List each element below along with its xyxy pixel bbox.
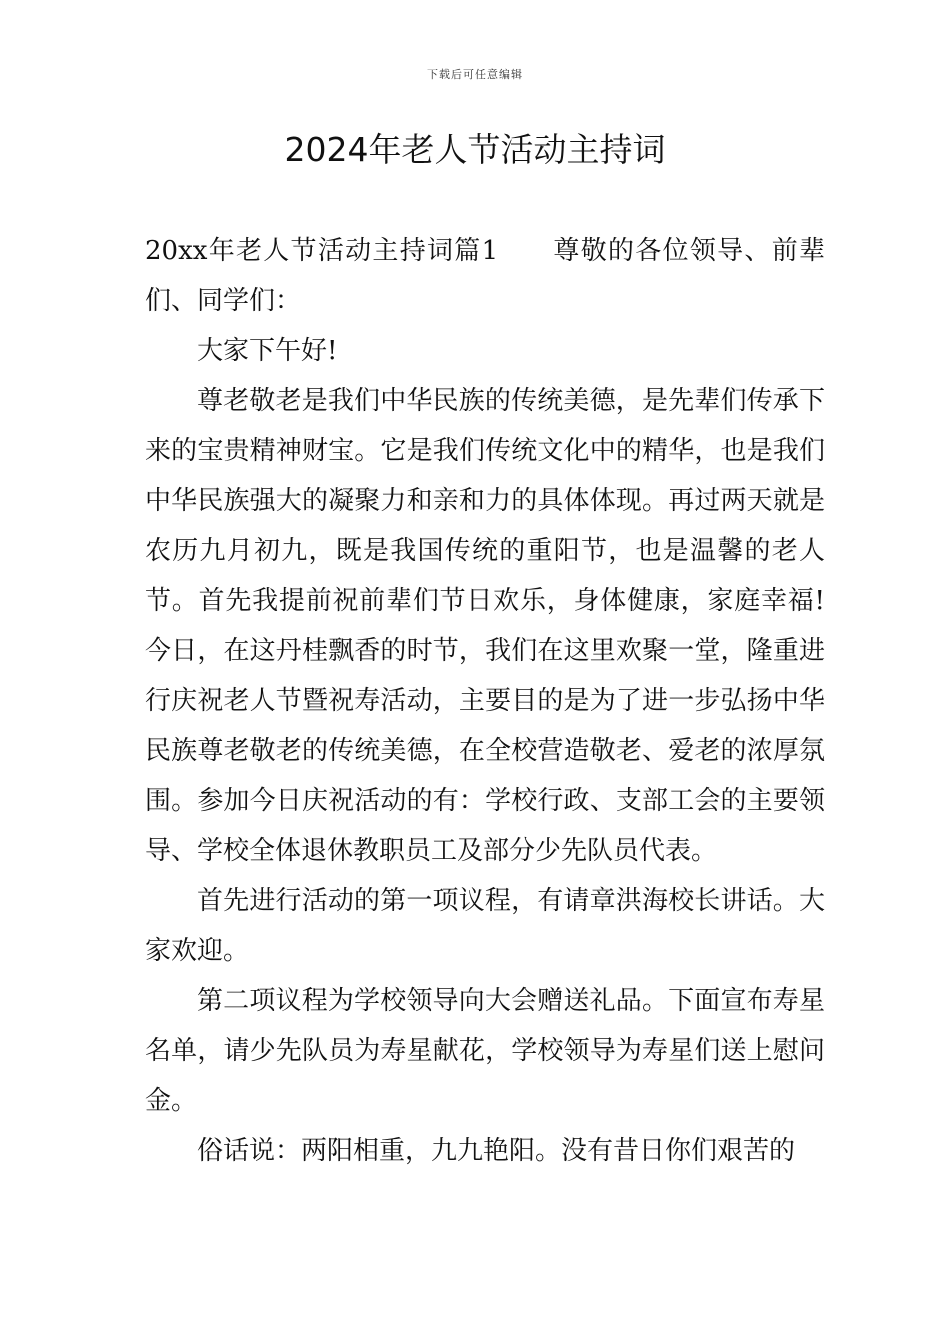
paragraph-intro: 尊老敬老是我们中华民族的传统美德，是先辈们传承下来的宝贵精神财宝。它是我们传统文化中的精华，也是我们中华民族强大的凝聚力和亲和力的具体体现。再过两天就是农历九月初九，既是我国传统的重阳节，也是温馨的老人节。首先我提前祝前辈们节日欢乐，身体健康，家庭幸福!今日，在这丹桂飘香的时节，我们在这里欢聚一堂，隆重进行庆祝老人节暨祝寿活动，主要目的是为了进一步弘扬中华民族尊老敬老的传统美德，在全校营造敬老、爱老的浓厚氛围。参加今日庆祝活动的有：学校行政、支部工会的主要领导、学校全体退休教职员工及部分少先队员代表。: [145, 386, 825, 866]
header-note: 下载后可任意编辑: [427, 68, 523, 81]
page-title: 2024年老人节活动主持词: [284, 130, 666, 169]
paragraph-agenda-1: 首先进行活动的第一项议程，有请章洪海校长讲话。大家欢迎。: [145, 886, 825, 966]
paragraph-agenda-2: 第二项议程为学校领导向大会赠送礼品。下面宣布寿星名单，请少先队员为寿星献花，学校领导为寿星们送上慰问金。: [145, 986, 825, 1116]
section-heading: 20xx年老人节活动主持词篇1: [145, 236, 499, 266]
document-body: [145, 226, 825, 1176]
paragraph-greeting: 大家下午好!: [197, 336, 338, 366]
paragraph-saying: 俗话说：两阳相重，九九艳阳。没有昔日你们艰苦的: [197, 1136, 796, 1166]
salutation: 尊敬的各位领导、前辈们、同学们：: [145, 236, 825, 316]
opening-line: [145, 226, 825, 326]
